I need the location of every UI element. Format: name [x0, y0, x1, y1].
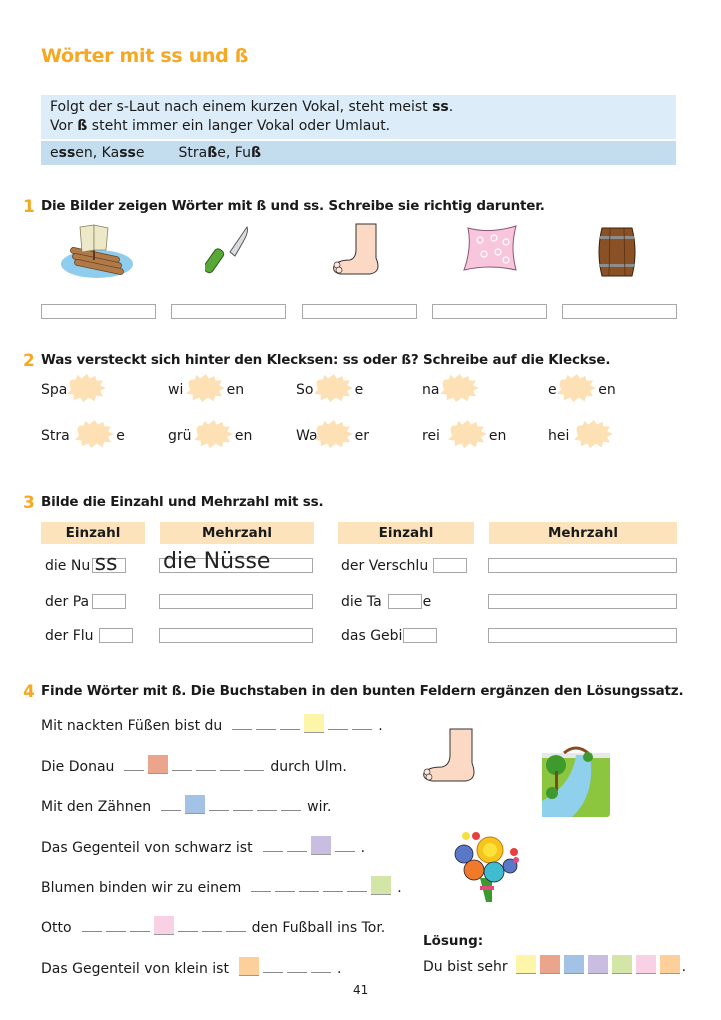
sentence-5 [41, 876, 402, 896]
singular-word: die Ta [341, 594, 382, 610]
word-prefix: na [422, 382, 440, 398]
task-number-2: 2 [23, 351, 35, 371]
letter-blank[interactable] [263, 850, 283, 852]
example-part: e [50, 145, 59, 161]
ink-blob[interactable] [183, 373, 227, 405]
letter-blank[interactable] [220, 769, 240, 771]
solution-letter-field[interactable] [636, 955, 656, 974]
solution-letter-field[interactable] [612, 955, 632, 974]
word-prefix: grü [168, 428, 192, 444]
word-suffix: en [226, 382, 245, 398]
letter-blank[interactable] [130, 930, 150, 932]
solution-end: . [681, 959, 687, 975]
rule-examples [41, 141, 676, 165]
solution-letter-field[interactable] [540, 955, 560, 974]
example-part: e [135, 145, 145, 161]
answer-line-knife[interactable] [171, 304, 286, 319]
letter-field[interactable] [92, 594, 126, 609]
letter-field[interactable] [403, 628, 437, 643]
letter-blank[interactable] [287, 850, 307, 852]
ink-blob[interactable] [311, 373, 355, 405]
sentence-text: Das Gegenteil von klein ist [41, 961, 229, 977]
ink-blob[interactable] [191, 419, 235, 451]
rule-box [41, 95, 676, 165]
sentence-end: durch Ulm. [270, 759, 347, 775]
singular-word: der Verschlu [341, 558, 429, 574]
sentence-6 [41, 916, 385, 936]
sentence-end: den Fußball ins Tor. [251, 920, 386, 936]
rule-text [41, 95, 676, 139]
letter-blank[interactable] [280, 728, 300, 730]
letter-blank[interactable] [202, 930, 222, 932]
letter-blank[interactable] [226, 930, 246, 932]
sentence-7 [41, 957, 341, 977]
example-part: ss [58, 145, 76, 161]
letter-blank[interactable] [82, 930, 102, 932]
header-mehrzahl-right: Mehrzahl [489, 522, 677, 544]
ink-blob[interactable] [72, 419, 116, 451]
sentence-text: Otto [41, 920, 72, 936]
letter-blank[interactable] [256, 728, 276, 730]
word-suffix: en [598, 382, 616, 398]
word-suffix: e [354, 382, 364, 398]
colored-letter-field[interactable] [311, 836, 331, 855]
word-suffix: en [488, 428, 507, 444]
letter-field[interactable] [388, 594, 422, 609]
answer-line-raft[interactable] [41, 304, 156, 319]
word-prefix: Wa [296, 428, 318, 444]
foot-picture-2 [420, 727, 482, 785]
foot-picture [330, 222, 385, 280]
answer-line-barrel[interactable] [562, 304, 677, 319]
task-number-4: 4 [23, 682, 35, 702]
sentence-text: Die Donau [41, 759, 115, 775]
example-part: en, Ka [75, 145, 120, 161]
letter-blank[interactable] [209, 809, 229, 811]
colored-letter-field[interactable] [185, 795, 205, 814]
plural-field[interactable] [488, 628, 677, 643]
solution-label: Lösung: [423, 933, 484, 949]
rule-line1-bold: ss [432, 99, 449, 115]
letter-blank[interactable] [172, 769, 192, 771]
sentence-2 [41, 755, 347, 775]
answer-line-foot[interactable] [302, 304, 417, 319]
task-number-3: 3 [23, 493, 35, 513]
page-number: 41 [353, 983, 369, 997]
colored-letter-field[interactable] [148, 755, 168, 774]
sentence-text: Das Gegenteil von schwarz ist [41, 840, 253, 856]
letter-blank[interactable] [251, 890, 271, 892]
word-prefix: hei [548, 428, 570, 444]
rule-line1-end: . [448, 99, 454, 115]
colored-letter-field[interactable] [239, 957, 259, 976]
solution-letter-field[interactable] [660, 955, 680, 974]
letter-blank[interactable] [178, 930, 198, 932]
singular-word: der Pa [45, 594, 90, 610]
letter-blank[interactable] [124, 769, 144, 771]
ink-blob[interactable] [571, 419, 615, 451]
letter-blank[interactable] [335, 850, 355, 852]
ink-blob[interactable] [437, 373, 481, 405]
plural-field[interactable] [159, 628, 313, 643]
letter-field[interactable] [99, 628, 133, 643]
task2-instruction: Was versteckt sich hinter den Klecksen: ss oder ß? Schreibe auf die Kleckse. [41, 352, 611, 368]
task3-instruction: Bilde die Einzahl und Mehrzahl mit ss. [41, 494, 324, 510]
plural-field[interactable] [488, 594, 677, 609]
word-suffix: en [234, 428, 253, 444]
example-part: ß [207, 145, 218, 161]
solution-letter-field[interactable] [588, 955, 608, 974]
word-prefix: Stra [41, 428, 70, 444]
letter-blank[interactable] [232, 728, 252, 730]
answer-line-pillow[interactable] [432, 304, 547, 319]
word-suffix: er [354, 428, 369, 444]
raft-picture [60, 222, 135, 282]
colored-letter-field[interactable] [304, 714, 324, 733]
ink-blob[interactable] [311, 419, 355, 451]
word-prefix: So [296, 382, 314, 398]
barrel-picture [596, 224, 638, 280]
letter-blank[interactable] [311, 971, 331, 973]
letter-blank[interactable] [263, 971, 283, 973]
word-prefix: rei [422, 428, 440, 444]
sentence-text: Mit den Zähnen [41, 799, 152, 815]
letter-blank[interactable] [257, 809, 277, 811]
letter-blank[interactable] [287, 971, 307, 973]
solution-letter-field[interactable] [516, 955, 536, 974]
sentence-end: . [397, 880, 402, 896]
task-number-1: 1 [23, 197, 35, 217]
letter-blank[interactable] [347, 890, 367, 892]
ink-blob[interactable] [445, 419, 489, 451]
sentence-3 [41, 795, 331, 815]
rule-line1: Folgt der s-Laut nach einem kurzen Vokal, steht meist [50, 99, 433, 115]
letter-blank[interactable] [233, 809, 253, 811]
rule-line2: Vor [50, 118, 78, 134]
letter-blank[interactable] [323, 890, 343, 892]
handwritten-letters: ss [94, 551, 118, 576]
bouquet-picture [450, 828, 526, 902]
handwritten-plural: die Nüsse [163, 549, 271, 574]
letter-blank[interactable] [161, 809, 181, 811]
word-prefix: wi [168, 382, 184, 398]
word-prefix: e [548, 382, 557, 398]
solution-letter-field[interactable] [564, 955, 584, 974]
knife-picture [205, 224, 250, 279]
sentence-1 [41, 714, 383, 734]
pillow-picture [460, 224, 520, 274]
letter-blank[interactable] [244, 769, 264, 771]
singular-word: das Gebi [341, 628, 403, 644]
sentence-end: . [378, 718, 383, 734]
solution-text: Du bist sehr [423, 959, 508, 975]
letter-blank[interactable] [275, 890, 295, 892]
letter-blank[interactable] [352, 728, 372, 730]
letter-blank[interactable] [196, 769, 216, 771]
letter-blank[interactable] [299, 890, 319, 892]
sentence-4 [41, 836, 365, 856]
letter-blank[interactable] [106, 930, 126, 932]
word-suffix: e [422, 594, 432, 610]
page-title: Wörter mit ss und ß [41, 45, 249, 67]
header-einzahl-right: Einzahl [338, 522, 474, 544]
sentence-text: Mit nackten Füßen bist du [41, 718, 223, 734]
task1-instruction: Die Bilder zeigen Wörter mit ß und ss. Schreibe sie richtig darunter. [41, 198, 545, 214]
word-suffix: e [116, 428, 125, 444]
plural-field[interactable] [488, 558, 677, 573]
plural-field[interactable] [159, 594, 313, 609]
singular-word: die Nu [45, 558, 91, 574]
ink-blob[interactable] [554, 373, 598, 405]
task4-instruction: Finde Wörter mit ß. Die Buchstaben in den bunten Feldern ergänzen den Lösungssatz. [41, 683, 684, 699]
solution-sentence [423, 955, 686, 975]
colored-letter-field[interactable] [154, 916, 174, 935]
letter-blank[interactable] [328, 728, 348, 730]
example-2 [179, 145, 262, 161]
singular-word: der Flu [45, 628, 94, 644]
sentence-end: . [336, 961, 342, 977]
example-1 [50, 145, 145, 161]
sentence-end: wir. [307, 799, 332, 815]
colored-letter-field[interactable] [371, 876, 391, 895]
sentence-text: Blumen binden wir zu einem [41, 880, 242, 896]
river-picture [542, 745, 610, 817]
sentence-end: . [360, 840, 366, 856]
example-part: ß [250, 145, 262, 161]
letter-blank[interactable] [281, 809, 301, 811]
example-part: e, Fu [217, 145, 251, 161]
header-mehrzahl-left: Mehrzahl [160, 522, 314, 544]
ink-blob[interactable] [64, 373, 108, 405]
letter-field[interactable] [433, 558, 467, 573]
example-part: ss [119, 145, 136, 161]
rule-line2-bold: ß [77, 118, 88, 134]
rule-line2-end: steht immer ein langer Vokal oder Umlaut. [87, 118, 391, 134]
example-part: Stra [178, 145, 208, 161]
header-einzahl-left: Einzahl [41, 522, 145, 544]
word-prefix: Spa [41, 382, 68, 398]
